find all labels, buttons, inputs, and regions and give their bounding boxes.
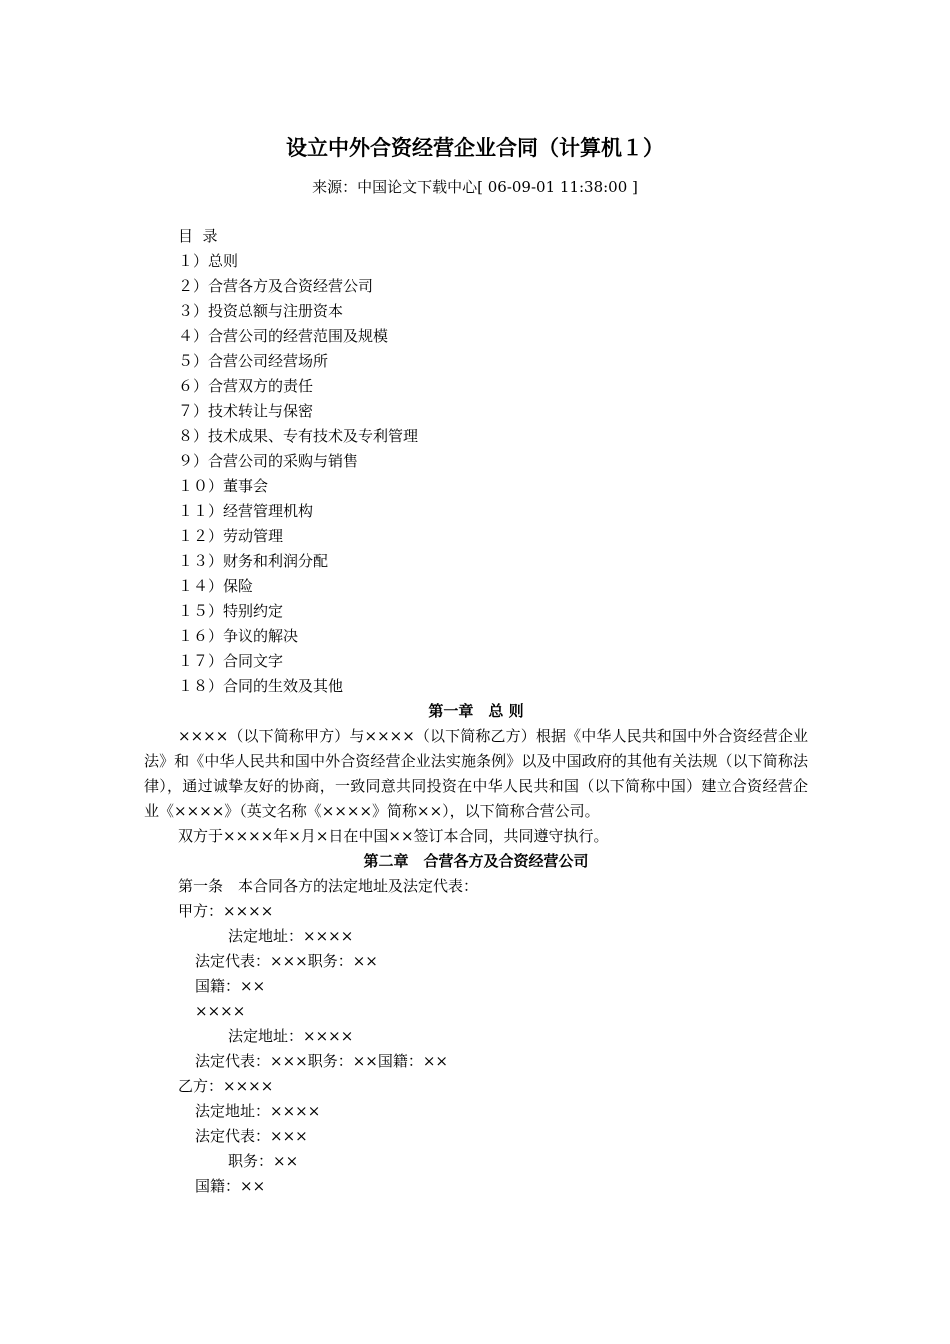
toc-item: １２）劳动管理	[178, 527, 284, 545]
party-a2-representative: 法定代表：×××职务：××国籍：××	[195, 1052, 448, 1070]
toc-list	[144, 249, 808, 699]
toc-heading: 目 录	[178, 227, 218, 245]
party-b-address: 法定地址：××××	[195, 1102, 321, 1120]
party-b-nationality: 国籍：××	[195, 1177, 266, 1195]
toc-item: ４）合营公司的经营范围及规模	[178, 327, 389, 345]
toc-item: １）总则	[178, 252, 239, 270]
toc-item: ５）合营公司经营场所	[178, 352, 329, 370]
toc-item: ７）技术转让与保密	[178, 402, 314, 420]
party-b-representative: 法定代表：×××	[195, 1127, 308, 1145]
toc-item: １３）财务和利润分配	[178, 552, 329, 570]
party-a2-name: ××××	[195, 1002, 246, 1020]
document-source: 来源：中国论文下载中心[ 06-09-01 11:38:00 ]	[312, 178, 638, 196]
toc-item: １８）合同的生效及其他	[178, 677, 344, 695]
party-b-position: 职务：××	[228, 1152, 299, 1170]
chapter-1-paragraph: 双方于××××年×月×日在中国××签订本合同，共同遵守执行。	[178, 827, 609, 845]
toc-item: １５）特别约定	[178, 602, 284, 620]
chapter-1-heading: 第一章 总 则	[428, 702, 524, 720]
party-a-name: 甲方：××××	[178, 902, 274, 920]
chapter-1-paragraph: ××××（以下简称甲方）与××××（以下简称乙方）根据《中华人民共和国中外合资经营企业法》和《中华人民共和国中外合资经营企业法实施条例》以及中国政府的其他有关法规（以下简称法律），通过诚挚友好的协商，一致同意共同投资在中华人民共和国（以下简称中国）建立合资经营企业《××××》（英文名称《××××》简称××），以下简称合营公司。	[144, 727, 808, 820]
party-a-nationality: 国籍：××	[195, 977, 266, 995]
party-a2-address: 法定地址：××××	[228, 1027, 354, 1045]
toc-item: ８）技术成果、专有技术及专利管理	[178, 427, 419, 445]
article-1: 第一条 本合同各方的法定地址及法定代表：	[178, 877, 479, 895]
document-body	[144, 224, 808, 1199]
party-a-address: 法定地址：××××	[228, 927, 354, 945]
toc-item: ９）合营公司的采购与销售	[178, 452, 359, 470]
toc-item: １０）董事会	[178, 477, 269, 495]
document-title: 设立中外合资经营企业合同（计算机１）	[286, 135, 664, 160]
toc-item: ６）合营双方的责任	[178, 377, 314, 395]
toc-item: １４）保险	[178, 577, 254, 595]
party-a-representative: 法定代表：×××职务：××	[195, 952, 378, 970]
toc-item: １６）争议的解决	[178, 627, 299, 645]
party-b-name: 乙方：××××	[178, 1077, 274, 1095]
toc-item: ３）投资总额与注册资本	[178, 302, 344, 320]
toc-item: １１）经营管理机构	[178, 502, 314, 520]
toc-item: ２）合营各方及合资经营公司	[178, 277, 374, 295]
chapter-2-heading: 第二章 合营各方及合资经营公司	[363, 852, 589, 870]
toc-item: １７）合同文字	[178, 652, 284, 670]
